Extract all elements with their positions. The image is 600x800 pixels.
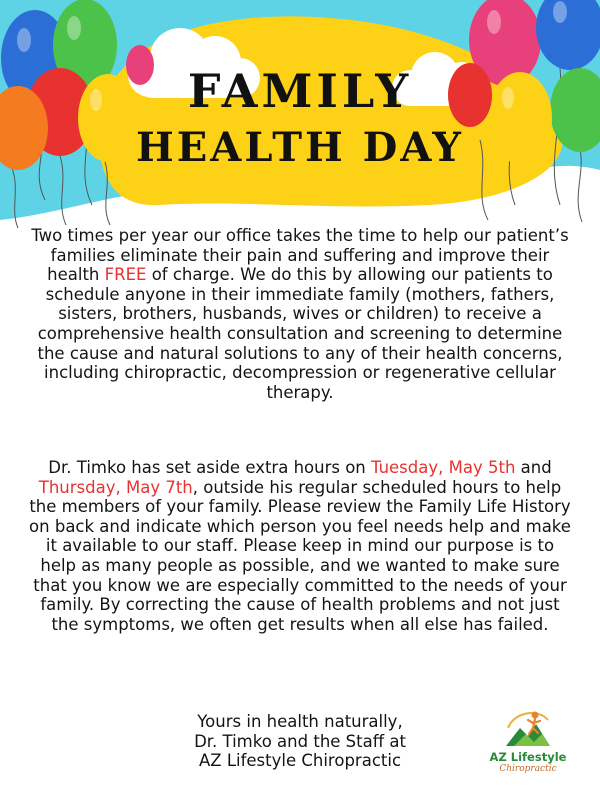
- title-line-2: HEALTH DAY: [136, 124, 464, 171]
- logo-mountain-figure-icon: [504, 706, 552, 750]
- paragraph-intro: [28, 226, 572, 402]
- balloon-header-graphic: [0, 0, 600, 240]
- paragraph-intro-text-a: Two times per year our office takes the time to help our patient’s families eliminate their pain and suffering and improve their health: [31, 226, 569, 285]
- paragraph-intro-text-b: of charge. We do this by allowing our patients to schedule anyone in their immediate family (mothers, fathers, sisters, brothers, husbands, wives or children) to receive a comprehensive health consultation and screening to determine the cause and natural solutions to any of their health concerns, including chiropractic, decompression or regenerative cellular therapy.: [37, 265, 563, 402]
- signoff-line-1: Yours in health naturally,: [197, 712, 403, 731]
- paragraph-schedule-text-b: and: [515, 458, 552, 477]
- signoff-line-2: Dr. Timko and the Staff at: [194, 731, 406, 751]
- signoff-line-3: AZ Lifestyle Chiropractic: [198, 751, 402, 771]
- logo-name: AZ Lifestyle: [489, 750, 567, 764]
- free-highlight: FREE: [104, 265, 147, 285]
- logo-tagline: Chiropractic: [499, 764, 557, 774]
- signoff: [150, 712, 450, 771]
- paragraph-schedule-text-c: , outside his regular scheduled hours to help the members of your family. Please review the Family Life History on back and indicate which person you feel needs help and make it available to our staff. Please keep in mind our purpose is to help as many people as possible, and we wanted to make sure that you know we are especially committed to the needs of your family. By correcting the cause of health problems and not just the symptoms, we often get results when all else has failed.: [29, 477, 571, 634]
- paragraph-schedule-text-a: Dr. Timko has set aside extra hours on: [48, 458, 371, 477]
- paragraph-schedule: [28, 458, 572, 634]
- date-thursday: Thursday, May 7th: [38, 477, 193, 497]
- date-tuesday: Tuesday, May 5th: [371, 458, 516, 477]
- title-line-1: FAMILY: [187, 64, 413, 118]
- az-lifestyle-logo: [482, 706, 574, 776]
